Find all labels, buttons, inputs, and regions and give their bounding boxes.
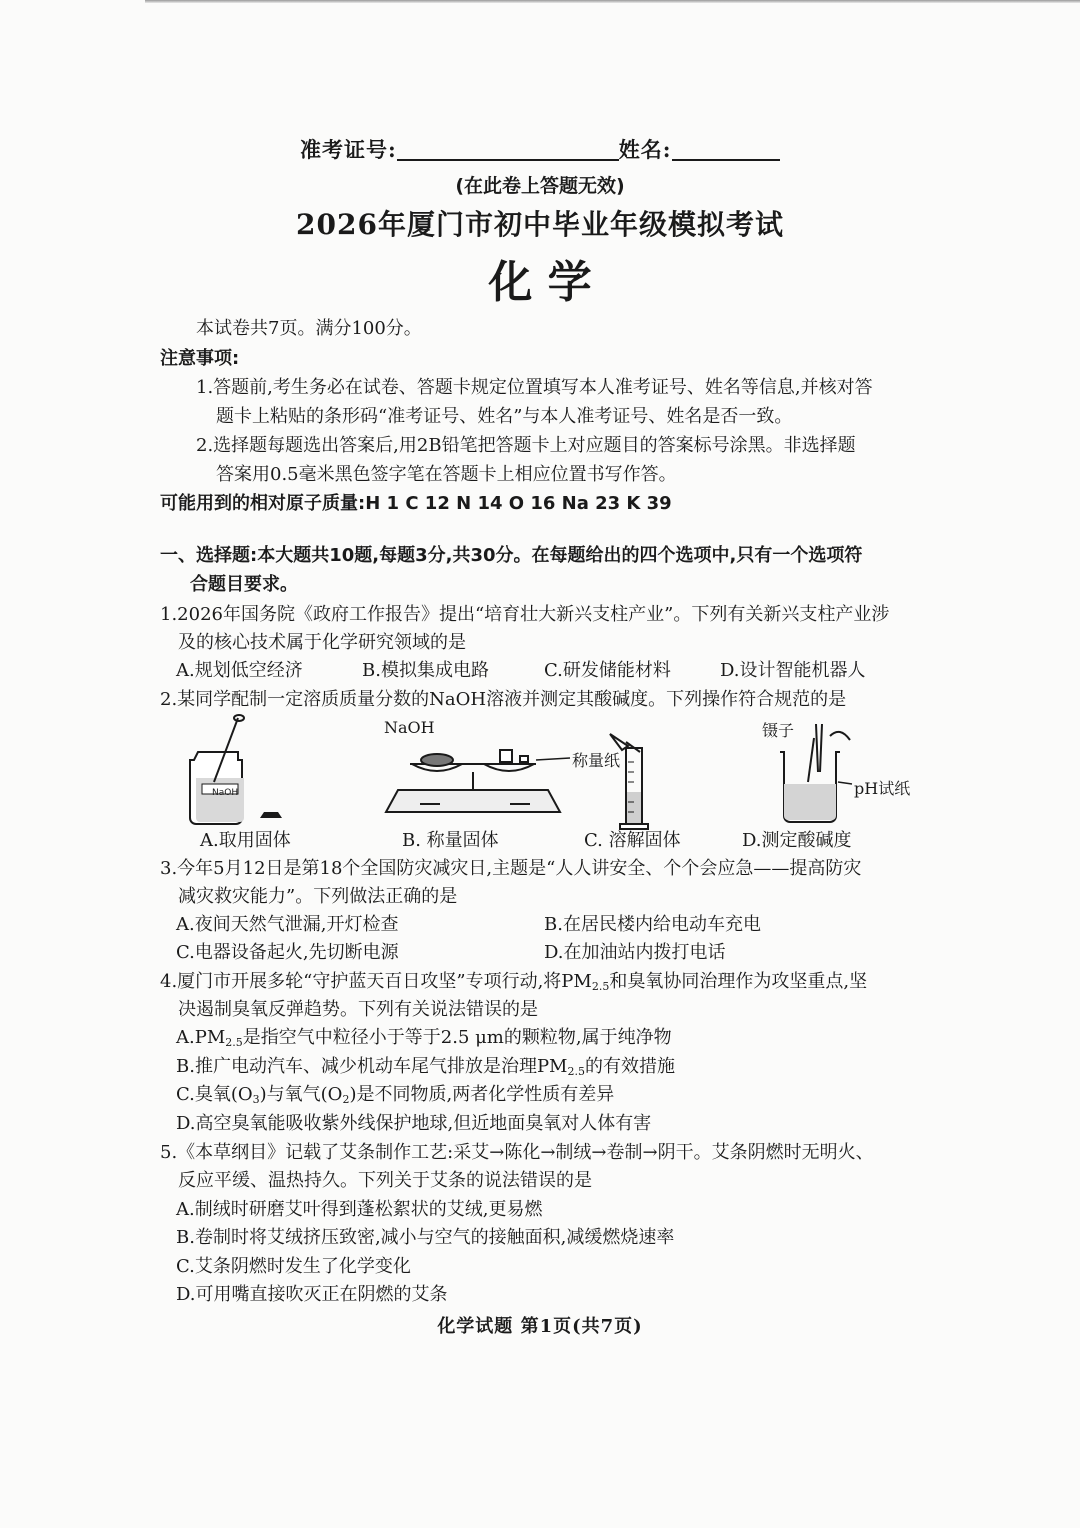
q2-option-c: C. 溶解固体 [584,830,681,851]
tweezers-label: 镊子 [762,721,795,740]
q3-stem-line1: 3.今年5月12日是第18个全国防灾减灾日,主题是“人人讲安全、个个会应急——提高防灾 [160,858,862,879]
pages-score: 本试卷共7页。满分100分。 [196,318,422,339]
q4-option-b: B.推广电动汽车、减少机动车尾气排放是治理$PM_{2.5}$的有效措施 [176,1056,675,1078]
q3-option-d: D.在加油站内拨打电话 [544,942,726,963]
reagent-jar [190,715,244,824]
invalid-notice: (在此卷上答题无效) [455,175,625,197]
q2-stem-line1: 2.某同学配制一定溶质质量分数的NaOH溶液并测定其酸碱度。下列操作符合规范的是 [160,689,847,710]
exam-title: 2026年厦门市初中毕业年级模拟考试 [296,208,784,241]
q5-option-c: C.艾条阴燃时发生了化学变化 [176,1256,411,1277]
q4-option-d: D.高空臭氧能吸收紫外线保护地球,但近地面臭氧对人体有害 [176,1113,652,1134]
name-label: 姓名: [618,137,672,162]
note1-line1: 1.答题前,考生务必在试卷、答题卡规定位置填写本人准考证号、姓名等信息,并核对答 [196,377,873,398]
note2-line2: 答案用0.5毫米黑色签字笔在答题卡上相应位置书写作答。 [216,464,677,485]
q2-option-b: B. 称量固体 [402,830,499,851]
ph-paper-label: pH试纸 [854,779,911,798]
q3-option-b: B.在居民楼内给电动车充电 [544,914,761,935]
q1-option-d: D.设计智能机器人 [720,660,866,681]
jar-label: NaOH [212,788,239,798]
section1-heading-line1: 一、选择题:本大题共10题,每题3分,共30分。在每题给出的四个选项中,只有一个选项符 [160,545,863,566]
page-footer: 化学试题 第1页(共7页) [437,1316,643,1337]
q4-stem-line2: 决遏制臭氧反弹趋势。下列有关说法错误的是 [178,999,538,1020]
q2-option-d: D.测定酸碱度 [742,830,852,851]
note2-line1: 2.选择题每题选出答案后,用2B铅笔把答题卡上对应题目的答案标号涂黑。非选择题 [196,435,856,456]
balance [386,750,570,812]
notes-title: 注意事项: [160,348,240,369]
subject-title: 化 学 [488,257,592,308]
q1-option-a: A.规划低空经济 [176,660,303,681]
q5-stem-line2: 反应平缓、温热持久。下列关于艾条的说法错误的是 [178,1170,592,1191]
q1-stem-line2: 及的核心技术属于化学研究领域的是 [178,632,466,653]
candidate-info-row [300,134,780,164]
q5-stem-line1: 5.《本草纲目》记载了艾条制作工艺:采艾→陈化→制绒→卷制→阴干。艾条阴燃时无明火、 [160,1142,874,1163]
section1-heading-line2: 合题目要求。 [190,574,298,595]
q4-option-a: $A.PM_{2.5}$是指空气中粒径小于等于2.5 μm的颗粒物,属于纯净物 [176,1027,672,1049]
q5-option-d: D.可用嘴直接吹灭正在阴燃的艾条 [176,1284,448,1305]
q3-stem-line2: 减灾救灾能力”。下列做法正确的是 [178,886,458,907]
q3-option-a: A.夜间天然气泄漏,开灯检查 [176,914,399,935]
exam-id-label: 准考证号: [300,137,397,162]
q5-option-b: B.卷制时将艾绒挤压致密,减小与空气的接触面积,减缓燃烧速率 [176,1227,675,1248]
balance-naoh-label: NaOH [384,718,435,737]
weighing-paper-label: 称量纸 [572,751,621,770]
q1-option-c: C.研发储能材料 [544,660,671,681]
q3-option-c: C.电器设备起火,先切断电源 [176,942,399,963]
exam-id-blank [397,159,619,161]
q1-stem-line1: 1.2026年国务院《政府工作报告》提出“培育壮大新兴支柱产业”。下列有关新兴支柱产业涉 [160,604,890,625]
name-blank [672,159,780,161]
note1-line2: 题卡上粘贴的条形码“准考证号、姓名”与本人准考证号、姓名是否一致。 [216,406,793,427]
q4-option-c: C.臭氧$(O_3)$与氧气$(O_2)$是不同物质,两者化学性质有差异 [176,1084,615,1106]
q4-stem-line1: 4.厦门市开展多轮“守护蓝天百日攻坚”专项行动,将$PM_{2.5}$和臭氧协同治理作为攻坚重点,坚 [160,971,868,993]
solid-lump [260,812,282,818]
q2-option-a: A.取用固体 [200,830,291,851]
q5-option-a: A.制绒时研磨艾叶得到蓬松絮状的艾绒,更易燃 [176,1199,543,1220]
atomic-mass: 可能用到的相对原子质量:H 1 C 12 N 14 O 16 Na 23 K 39 [160,493,672,514]
q1-option-b: B.模拟集成电路 [362,660,489,681]
